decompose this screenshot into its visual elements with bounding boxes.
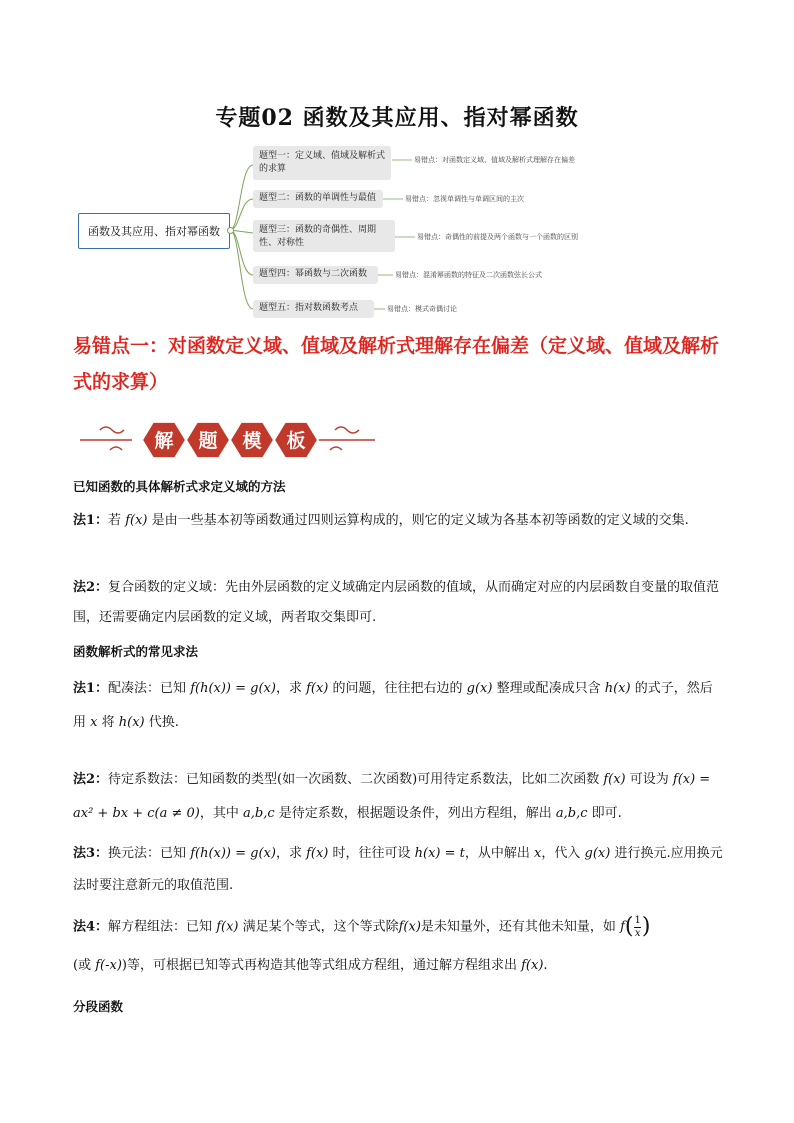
error-point-heading: 易错点一：对函数定义域、值域及解析式理解存在偏差（定义域、值域及解析式的求算） [73, 335, 720, 393]
text: 可设为 [625, 772, 673, 787]
banner-char: 模 [242, 430, 262, 452]
text: 的式子，然后用 [73, 681, 713, 730]
text: 若 [108, 513, 126, 528]
math: f(x) [216, 919, 239, 935]
section-title-piecewise: 分段函数 [73, 999, 124, 1014]
leaf-5: 易错点：模式奇偶讨论 [387, 305, 457, 313]
branch-5: 题型五：指对数函数考点 [253, 300, 374, 318]
text: 是未知量外，还有其他未知量，如 [420, 919, 621, 935]
math: x [90, 715, 98, 730]
connector-1 [230, 165, 253, 230]
right-paren: ) [641, 914, 651, 939]
text: 的问题，往往把右边的 [328, 681, 467, 696]
branch-1: 题型一：定义域、值域及解析式的求算 [253, 146, 391, 180]
math: a,b,c [243, 806, 275, 821]
math: f(h(x)) = g(x) [190, 681, 276, 696]
text: 待定系数法：已知函数的类型(如一次函数、二次函数)可用待定系数法，比如二次函数 [108, 772, 604, 787]
paragraph-expr-method-4 [73, 908, 725, 985]
paragraph-expr-method-2 [73, 763, 725, 831]
label: 法3： [73, 846, 109, 861]
branch-2: 题型二：函数的单调性与最值 [253, 190, 383, 208]
text: 是待定系数，根据题设条件，列出方程组，解出 [274, 806, 556, 821]
fraction-one-over-x [634, 915, 640, 940]
paragraph-method-2 [73, 573, 725, 633]
f-symbol: f [620, 919, 625, 935]
section-title-domain: 已知函数的具体解析式求定义域的方法 [73, 479, 286, 494]
branch-3: 题型三：函数的奇偶性、周期性、对称性 [253, 220, 395, 252]
leaf-1: 易错点：对函数定义域、值域及解析式理解存在偏差 [414, 156, 575, 164]
text: 是由一些基本初等函数通过四则运算构成的，则它的定义域为各基本初等函数的定义域的交集. [147, 513, 689, 528]
math: f(x) [306, 681, 329, 696]
paragraph-expr-method-1 [73, 672, 725, 740]
text: 换元法：已知 [108, 846, 191, 861]
math: h(x) [118, 715, 145, 730]
text: )等，可根据已知等式再构造其他等式组成方程组，通过解方程组求出 [121, 957, 522, 973]
text: 满足某个等式，这个等式除 [238, 919, 399, 935]
label: 法4： [73, 919, 109, 935]
branch-4: 题型四：幂函数与二次函数 [253, 266, 378, 284]
math: h(x) [604, 681, 631, 696]
label: 法1： [73, 681, 109, 696]
text: ，求 [275, 846, 307, 861]
root-connector-dot [227, 227, 234, 234]
mind-map-connectors [0, 0, 794, 330]
banner-right-ornament [318, 427, 375, 450]
math: f(x) [398, 919, 421, 935]
label: 法2： [73, 580, 109, 595]
leaf-4: 易错点：混淆幂函数的特征及二次函数弦长公式 [395, 271, 542, 279]
math: f(x) [603, 772, 626, 787]
connector-5 [230, 230, 253, 309]
math: g(x) [466, 681, 493, 696]
text: ，从中解出 [464, 846, 535, 861]
mind-map [0, 0, 794, 330]
math: f(x) = ax² + bx + c(a ≠ 0) [73, 772, 711, 821]
text: 解方程组法：已知 [108, 919, 217, 935]
math: a,b,c [555, 806, 588, 821]
banner-char: 板 [286, 430, 306, 452]
math: f(h(x)) = g(x) [190, 846, 276, 861]
text: (或 [73, 957, 96, 973]
math: f(x) [125, 513, 148, 528]
leaf-3: 易错点：奇偶性的前提及两个函数与一个函数的区别 [417, 233, 578, 241]
section-title-expression: 函数解析式的常见求法 [73, 644, 199, 659]
text: 复合函数的定义域：先由外层函数的定义域确定内层函数的值域，从而确定对应的内层函数自变量的取值范围，还需要确定内层函数的定义域，两者取交集即可. [73, 580, 720, 625]
text: 即可. [587, 806, 622, 821]
text: 整理或配凑成只含 [492, 681, 605, 696]
math: h(x) = t [414, 846, 465, 861]
math: f(-x) [95, 957, 122, 973]
left-paren: ( [624, 914, 634, 939]
text: 进行换元.应用换元法时要注意新元的取值范围. [73, 846, 723, 893]
math: f(x) [521, 957, 544, 973]
text: 将 [97, 715, 119, 730]
page-title: 专题02 函数及其应用、指对幂函数 [215, 105, 579, 131]
leaf-2: 易错点：忽视单调性与单调区间的主次 [405, 195, 524, 203]
mind-map-root: 函数及其应用、指对幂函数 [78, 213, 230, 249]
paragraph-method-1 [73, 506, 725, 536]
text: ，代入 [541, 846, 585, 861]
text: . [543, 957, 548, 973]
numerator: 1 [634, 914, 641, 926]
math: g(x) [584, 846, 611, 861]
text: ，其中 [199, 806, 244, 821]
denominator: x [634, 927, 641, 939]
math: f(x) [306, 846, 329, 861]
text: 配凑法：已知 [108, 681, 191, 696]
template-banner [80, 416, 380, 466]
banner-char: 题 [198, 430, 218, 452]
math: x [534, 846, 542, 861]
label: 法2： [73, 772, 109, 787]
text: 代换. [144, 715, 179, 730]
text: ，求 [275, 681, 307, 696]
label: 法1： [73, 513, 109, 528]
connector-4 [230, 230, 253, 275]
banner-left-ornament [80, 427, 132, 450]
paragraph-expr-method-3 [73, 838, 725, 902]
banner-char: 解 [154, 430, 174, 452]
connector-2 [230, 199, 253, 230]
text: 时，往往可设 [328, 846, 415, 861]
